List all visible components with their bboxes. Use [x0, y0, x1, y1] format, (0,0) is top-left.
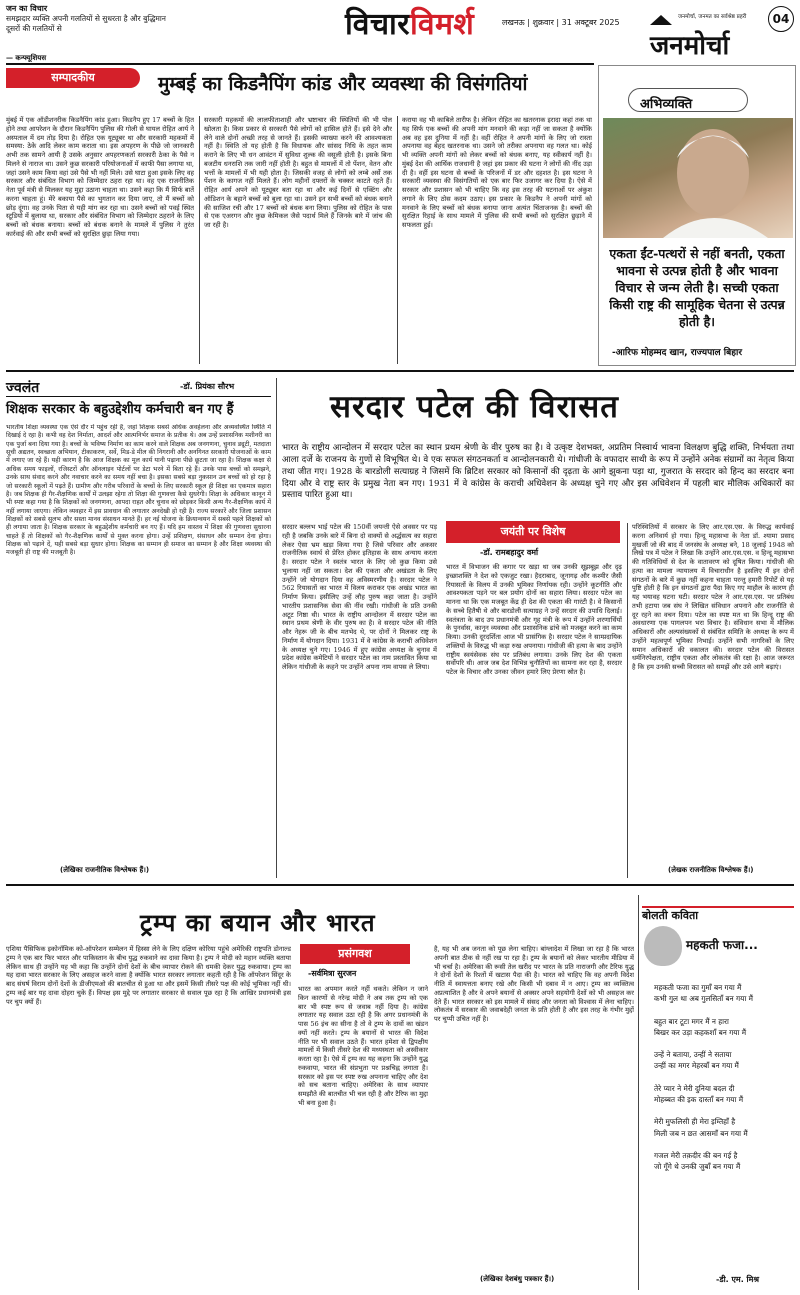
- editorial-column-2: सरकारी महकमों की लालफीताशाही और भ्रष्टाचार की स्थितियों की भी पोल खोलता है। किस प्रकार से सरकारी पैसे लोगों को हासिल होते हैं। इसे देने और लेने वाले दोनों अच्छी तरह से जानते हैं। इसकी व्याख्या करने की आवश्यकता नहीं है। स्थिति तो यह होती है कि विधायक और सांसद निधि के तहत काम कराने के लिए भी धन आवंटन में सुविधा शुल्क की वसूली होती है। इसके बिना बजटीय धनराशि तक जारी नहीं होती है। बहुत से मामलों में तो पेंशन, वेतन और भत्तों के मामलों में भी यही होता है। जिसकी वजह से लोगों को लम्बे अर्से तक पेंशन के कागज नहीं मिलते हैं। लोग महीनों दफ्तरों के चक्कर काटते रहते हैं। रोहित आर्य अपने को यूट्यूबर बता रहा था और कई दिनों से एक्टिंग और ऑडिशन के बहाने बच्चों को बुला रहा था। उसने इन सभी बच्चों को बंधक बनाने की साजिश रची और 17 बच्चों को बंधक बना लिया। पुलिस को रोहित के पास से एक एअरगन और कुछ केमिकल जैसे पदार्थ मिले हैं जिनके बारे में जांच की जा रही है।: [204, 116, 392, 230]
- poem-line: मोहब्बत की इक दास्ताँ बन गया मैं: [654, 1095, 744, 1105]
- editorial-headline: मुम्बई का किडनैपिंग कांड और व्यवस्था की विसंगतियां: [158, 73, 528, 95]
- column-rule: [199, 116, 200, 364]
- masthead: [0, 0, 800, 72]
- poem-lines: [654, 982, 796, 1173]
- paper-subtitle: जनमोर्चा, जनमत का सर्वश्रेष्ठ प्रहरी: [678, 14, 747, 20]
- divider: [6, 370, 794, 372]
- tagline-author: — कन्फ्यूशियस: [6, 53, 47, 62]
- poem-section-label: बोलती कविता: [642, 906, 794, 924]
- jwalant-headline: शिक्षक सरकार के बहुउद्देशीय कर्मचारी बन गए हैं: [6, 402, 234, 417]
- poem-line: [654, 1038, 796, 1049]
- sardar-patel-lede: भारत के राष्ट्रीय आन्दोलन में सरदार पटेल का स्थान प्रथम श्रेणी के वीर पुरुष का है। वे उत्कृष्ट देशभक्त, अप्रतिम निस्वार्थ भावना विलक्षण बुद्धि शक्ति, निर्भयता तथा आला दर्जे के राजनय के गुणों से विभूषित थे। वे एक सफल संगठनकर्ता व आन्दोलनकारी थे। गांधीजी के वफादार साथी के रूप में उन्होंने अनेक संग्रामों का नेतृत्व किया तथा जीत गए। 1928 के बारडोली सत्याग्रह ने जिसमें कि ब्रिटिश सरकार को किसानों की दृढ़ता के आगे झुकना पड़ा था, गुजरात के सरदार को हिन्द का सरदार बना दिया और वे राष्ट्र स्तर के प्रमुख नेता बन गए। 1931 में वे कांग्रेस के कराची अधिवेशन के अध्यक्ष चुने गए और इस अधिवेशन में पहली बार मौलिक अधिकारों का प्रस्ताव पारित हुआ था।: [282, 443, 794, 501]
- poem-line: [654, 1005, 796, 1016]
- poem-line: [654, 1072, 796, 1083]
- sardar-patel-credit: (लेखक राजनीतिक विश्लेषक हैं।): [668, 866, 754, 874]
- sardar-patel-column-1: सरदार बल्लभ भाई पटेल की 150वीं जयन्ती ऐसे अवसर पर पड़ रही है जबकि उनके बारे में बिना दो वाक्यों से अर्द्धसत्य का सहारा लेकर ऐसा भ्रम खड़ा किया गया है जिसे परिवार और अकसर राजनीतिक स्वार्थ से प्रेरित होकर इतिहास के साथ अन्याय करता है। सरदार पटेल ने स्वतंत्र भारत के लिए जो कुछ किया उसे भुलाया नहीं जा सकता। देश की एकता और अखंडता के लिए उन्होंने जो योगदान दिया वह अविस्मरणीय है। सरदार पटेल ने 562 रियासतों का भारत में विलय कराकर एक अखंड भारत का निर्माण किया। इसीलिए उन्हें लौह पुरुष कहा जाता है। उन्होंने भारतीय प्रशासनिक सेवा की नींव रखी। गांधीजी के प्रति उनकी अटूट निष्ठा थी। भारत के राष्ट्रीय आन्दोलन में सरदार पटेल का स्थान प्रथम श्रेणी के वीर पुरुष का है। वे सरदार पटेल की नीति और नेहरू जी के बीच मतभेद थे, पर दोनों ने मिलकर राष्ट्र के निर्माण में योगदान दिया। 1931 में वे कांग्रेस के कराची अधिवेशन के अध्यक्ष चुने गए। 1946 में हुए कांग्रेस अध्यक्ष के चुनाव में प्रदेश कांग्रेस कमेटियों ने सरदार पटेल का नाम प्रस्तावित किया था लेकिन गांधीजी के कहने पर उन्होंने अपना नाम वापस ले लिया।: [282, 523, 437, 672]
- trump-column-2: भारत का अपमान करते नहीं थकते। लेकिन न जाने किन कारणों से नरेन्द्र मोदी ने अब तक ट्रम्प को एक बार भी स्पष्ट रूप से जवाब नहीं दिया है। कांग्रेस लगातार यह सवाल उठा रही है कि अगर प्रधानमंत्री के पास 56 इंच का सीना है तो वे ट्रम्प के दावों का खंडन क्यों नहीं करते। ट्रम्प के बयानों से भारत की विदेश नीति पर भी सवाल उठते हैं। भारत हमेशा से द्विपक्षीय मामलों में किसी तीसरे देश की मध्यस्थता को अस्वीकार करता रहा है। ऐसे में ट्रम्प का यह कहना कि उन्होंने युद्ध रुकवाया, भारत की संप्रभुता पर प्रश्नचिह्न लगाता है। सरकार को इस पर स्पष्ट रुख अपनाना चाहिए और देश को सच बताना चाहिए। अमेरिका के साथ व्यापार समझौते की बातचीत भी चल रही है और टैरिफ का मुद्दा भी बना हुआ है।: [298, 985, 428, 1107]
- trump-column-1: एशिया पैसिफिक इकोनॉमिक को-ऑपरेशन सम्मेलन में हिस्सा लेने के लिए दक्षिण कोरिया पहुंचे अमेरिकी राष्ट्रपति डोनाल्ड ट्रम्प ने एक बार फिर भारत और पाकिस्तान के बीच युद्ध रुकवाने का दावा किया है। ट्रम्प ने मोदी को महान व्यक्ति बताया लेकिन साथ ही उन्होंने यह भी कहा कि उन्होंने दोनों देशों के बीच व्यापार रोकने की धमकी देकर युद्ध रुकवाया। ट्रम्प का यह दावा भारत सरकार के लिए असहज करने वाला है क्योंकि भारत सरकार लगातार कहती रही है कि ऑपरेशन सिंदूर के बाद संघर्ष विराम दोनों देशों के डीजीएमओ की बातचीत से हुआ था और इसमें किसी तीसरे पक्ष की कोई भूमिका नहीं थी। ट्रम्प कई बार यह दावा दोहरा चुके हैं। विपक्ष इस मुद्दे पर लगातार सरकार से सवाल पूछ रहा है कि आखिर प्रधानमंत्री इस पर चुप क्यों हैं।: [6, 945, 291, 1006]
- poem-line: [654, 1139, 796, 1150]
- column-rule: [627, 523, 628, 878]
- trump-column-3: है, यह भी अब जनता को पूछ लेना चाहिए। बांग्लादेश में लिखा जा रहा है कि भारत अपनी बात ठीक से नहीं रख पा रहा है। ट्रम्प के बयानों को लेकर भारतीय मीडिया में भी चर्चा है। अमेरिका की रूसी तेल खरीद पर भारत के प्रति नाराजगी और टैरिफ युद्ध ने दोनों देशों के रिश्तों में खटास पैदा की है। भारत को चाहिए कि वह अपनी विदेश नीति में स्वायत्तता बनाए रखे और किसी भी दबाव में न आए। ट्रम्प का व्यक्तित्व अप्रत्याशित है और वे अपने बयानों से अक्सर अपने सहयोगी देशों को भी असहज कर देते हैं। भारत सरकार को इस मामले में संसद और जनता को विश्वास में लेना चाहिए। लोकतंत्र में सरकार की जवाबदेही जनता के प्रति होती है और इस तरह के गंभीर मुद्दों पर चुप्पी उचित नहीं है।: [434, 945, 634, 1024]
- divider: [6, 396, 271, 397]
- section-kicker: जन का विचार: [6, 4, 48, 13]
- trump-headline: ट्रम्प का बयान और भारत: [140, 909, 376, 937]
- editorial-label: सम्पादकीय: [6, 68, 140, 88]
- jwalant-author: -डॉ. प्रियंका सौरभ: [180, 382, 235, 391]
- sardar-patel-headline: सरदार पटेल की विरासत: [330, 389, 619, 425]
- poem-line: जो गूँगे थे उनकी जुबाँ बन गया मैं: [654, 1162, 741, 1172]
- poem-title: महकती फजा...: [686, 938, 758, 952]
- paper-name: जनमोर्चा: [650, 31, 730, 61]
- column-rule: [397, 116, 398, 364]
- poem-line: बहुत बार टूटा मगर मैं न हारा: [654, 1016, 729, 1026]
- author-photo: [603, 118, 793, 238]
- prasangvash-label: प्रसंगवश: [300, 944, 410, 964]
- poem-line: मिली जब न छत आसमाँ बन गया मैं: [654, 1128, 748, 1138]
- abhivyakti-quote: एकता ईंट-पत्थरों से नहीं बनती, एकता भावना से उत्पन्न होती है और भावना विचार से जन्म लेती है। सच्ची एकता किसी राष्ट्र की सामूहिक चेतना से उत्पन्न होती है।: [609, 246, 785, 329]
- sardar-patel-column-2: भारत में विभाजन की कगार पर खड़ा था जब उनकी सूझबूझ और दृढ़ इच्छाशक्ति ने देश को एकजुट रखा। हैदराबाद, जूनागढ़ और कश्मीर जैसी रियासतों के विलय में उनकी भूमिका निर्णायक रही। उन्होंने कूटनीति और आवश्यकता पड़ने पर बल प्रयोग दोनों का सहारा लिया। सरदार पटेल का मानना था कि एक मजबूत केंद्र ही देश की एकता की गारंटी है। वे किसानों के सच्चे हितैषी थे और बारडोली सत्याग्रह ने उन्हें सरदार की उपाधि दिलाई। स्वतंत्रता के बाद उप प्रधानमंत्री और गृह मंत्री के रूप में उन्होंने शरणार्थियों के पुनर्वास, कानून व्यवस्था और प्रशासनिक ढांचे को मजबूत करने का काम किया। उनकी दूरदर्शिता आज भी प्रासंगिक है। सरदार पटेल ने साम्प्रदायिक शक्तियों के विरुद्ध भी कड़ा रुख अपनाया। गांधीजी की हत्या के बाद उन्होंने राष्ट्रीय स्वयंसेवक संघ पर प्रतिबंध लगाया। उनके लिए देश की एकता सर्वोपरि थी। आज जब देश विभिन्न चुनौतियों का सामना कर रहा है, सरदार पटेल के विचार और उनका जीवन हमारे लिए प्रेरणा स्रोत है।: [446, 563, 622, 677]
- poem-line: उन्हें ने बताया, उन्हीं ने सताया: [654, 1050, 732, 1060]
- poem-line: उन्हीं का मगर मेहरबाँ बन गया मैं: [654, 1061, 739, 1071]
- jwalant-credit: (लेखिका राजनीतिक विश्लेषक हैं।): [60, 866, 150, 874]
- column-rule: [276, 378, 277, 878]
- divider: [6, 63, 594, 65]
- column-rule: [638, 895, 639, 1290]
- title-part-vimarsh: विमर्श: [410, 7, 475, 42]
- abhivyakti-title: अभिव्यक्ति: [640, 97, 693, 112]
- page-date: लखनऊ | शुक्रवार | 31 अक्टूबर 2025: [502, 18, 620, 27]
- poem-line: बिखर कर उड़ा कहकशाँ बन गया मैं: [654, 1027, 747, 1037]
- poem-line: [654, 1105, 796, 1116]
- trump-author: -सर्वमित्रा सुरजन: [308, 969, 357, 978]
- poem-line: तेरे प्यार ने मेरी दुनिया बदल दी: [654, 1083, 735, 1093]
- title-part-vichar: विचार: [345, 7, 411, 42]
- poem-line: मेरी मुफलिसी ही मेरा इम्तिहाँ है: [654, 1117, 736, 1127]
- jwalant-body: भारतीय शिक्षा व्यवस्था एक ऐसे दौर में पहुंच रही है, जहां शिक्षक सबसे अधिक अवहेलना और अव्यवस्थित स्थिति में दिखाई दे रहा है। कभी वह देश निर्माता, आदर्श और आत्मनिर्भर समाज के प्रतीक थे। अब उन्हें प्रशासनिक मशीनरी का एक पुर्जा बना दिया गया है। बच्चों के भविष्य निर्माण का काम करने वाले शिक्षक अब जनगणना, चुनाव ड्यूटी, मतदाता सूची अद्यतन, स्वच्छता अभियान, टीकाकरण, सर्वे, मिड-डे मील की निगरानी और अनगिनत सरकारी योजनाओं के काम में लगाए जा रहे हैं। यही कारण है कि आज शिक्षक का मूल कार्य यानी पढ़ाना पीछे छूटता जा रहा है। शिक्षक कक्षा से अधिक समय फाइलों, रजिस्टरों और ऑनलाइन पोर्टलों पर डेटा भरने में बिता रहे हैं। उनके पास बच्चों को समझने, उनके साथ संवाद करने और नवाचार करने का समय नहीं बचा है। इसका सबसे बड़ा नुकसान उन बच्चों को हो रहा है जो सरकारी स्कूलों में पढ़ते हैं। ग्रामीण और गरीब परिवारों के बच्चों के लिए सरकारी स्कूल ही शिक्षा का एकमात्र सहारा है। जब शिक्षक ही गैर-शैक्षणिक कार्यों में उलझा रहेगा तो शिक्षा की गुणवत्ता कैसे सुधरेगी। शिक्षा के अधिकार कानून में भी स्पष्ट कहा गया है कि शिक्षकों को जनगणना, आपदा राहत और चुनाव को छोड़कर किसी अन्य गैर-शैक्षणिक कार्य में नहीं लगाया जाएगा। लेकिन व्यवहार में इस प्रावधान की लगातार अनदेखी हो रही है। राज्य सरकारें और जिला प्रशासन शिक्षकों को सबसे सुलभ और सस्ता मानव संसाधन मानते हैं। हर नई योजना के क्रियान्वयन में सबसे पहले शिक्षकों को ही लगाया जाता है। शिक्षक सरकार के बहुउद्देशीय कर्मचारी बन गए हैं। यदि हम वास्तव में शिक्षा की गुणवत्ता सुधारना चाहते हैं तो शिक्षकों को गैर-शैक्षणिक कार्यों से मुक्त करना होगा। उन्हें प्रशिक्षण, संसाधन और सम्मान देना होगा। शिक्षक को पढ़ाने दें, यही सबसे बड़ा सुधार होगा। शिक्षक का सम्मान ही समाज का सम्मान है और शिक्षा व्यवस्था की मजबूती ही राष्ट्र की मजबूती है।: [6, 424, 271, 557]
- trump-credit: (लेखिका देशबंधु पत्रकार हैं।): [480, 1275, 555, 1283]
- abhivyakti-author: -आरिफ मोहम्मद खान, राज्यपाल बिहार: [612, 348, 743, 358]
- jayanti-label: जयंती पर विशेष: [446, 521, 620, 543]
- page-title: [345, 2, 474, 43]
- jwalant-label: ज्वलंत: [6, 380, 40, 396]
- logo-icon: [648, 12, 674, 26]
- page-number: 04: [768, 6, 794, 32]
- jayanti-author: -डॉ. रामबहादुर वर्मा: [480, 548, 539, 557]
- poem-line: गजल मेरी तक़दीर की बन गई है: [654, 1150, 738, 1160]
- poem-line: कभी गुल था अब गुलसिताँ बन गया मैं: [654, 994, 753, 1004]
- poet-photo: [644, 926, 682, 966]
- divider: [6, 884, 794, 886]
- poem-author: -डी. एम. मिश्र: [716, 1275, 760, 1284]
- editorial-column-3: कराया वह भी काबिले तारीफ है। लेकिन रोहित का खतरनाक इरादा कहां तक था यह सिर्फ एक बच्चों की अपनी मांग मनवाने की कड़ा नहीं जा सकता है क्योंकि अब वह इस दुनिया में नहीं है। वहीं रोहित ने अपनी मांगों के लिए जो रास्ता अपनाया वह बेहद खतरनाक था। उसने जो तरीका अपनाया वह गलत था। कोई भी व्यक्ति अपनी मांगों को लेकर बच्चों को बंधक बनाए, यह स्वीकार्य नहीं है। मुंबई देश की आर्थिक राजधानी है जहां इस प्रकार की घटना ने लोगों की नींद उड़ा दी है। वहीं इस घटना से बच्चों के परिजनों में डर और दहशत है। इस घटना ने सरकारी व्यवस्था की विसंगतियों को एक बार फिर उजागर कर दिया है। ऐसे में सरकार और प्रशासन को भी चाहिए कि वह इस तरह की घटनाओं पर अंकुश लगाने के लिए ठोस कदम उठाए। इस प्रकार के किडनैप ने अपनी मांगों को मनवाने के लिए बच्चों को बंधक बनाया जाना अत्यंत चिंताजनक है। बच्चों की सुरक्षित रिहाई के साथ मामले में पुलिस की सभी बच्चों को सुरक्षित छुड़ाने में सफलता हुई।: [402, 116, 592, 230]
- masthead-tagline: समझदार व्यक्ति अपनी गलतियों से सुधरता है और बुद्धिमान दूसरों की गलतियों से: [6, 14, 166, 33]
- poem-line: महकती फजा का गुमाँ बन गया मैं: [654, 983, 742, 992]
- editorial-column-1: मुंबई में एक ऑडीशनरीक किडनैपिंग कांड हुआ। किडनैप हुए 17 बच्चों के हित होने तथा आपरेशन के दौरान किडनैपिंग पुलिस की गोली से घायल रोहित आर्य ने अस्पताल में दम तोड़ दिया है। रोहित एक यूट्यूबर था और सरकारी महकमों में समस्या: ठेके आदि लेकर काम कराता था। इस अपहरण के पीछे जो जानकारी अभी तक सामने आयी है उसके अनुसार अपहरणकर्ता सरकारी ठेका के पैसे न मिलने से नाराज था। उसने कुछ सरकारी परियोजनाओं में काफी पैसा लगाया था, जहां उसने काम किया वहां उसे पैसे भी नहीं मिले। उसे घाटा हुआ इसके लिए वह सरकार और संबंधित विभाग को जिम्मेदार ठहरा रहा था। वह एक राजनीतिक नेता पूर्व मंत्री से मिलकर यह मुद्दा उठाना चाहता था। उसने कहा कि मैं सिर्फ बातें करना चाहता हूं। मेरे बकाया पैसे का भुगतान कर दिया जाए, तो मैं बच्चों को छोड़ दूंगा। वह उनके पिता से यही मांग कर रहा था। उसने बच्चों को पवई स्थित स्टूडियो में बुलाया था, सरकार और संबंधित विभाग को जिम्मेदार ठहराने के लिए बच्चों को बंधक बनाया। बच्चों को बंधक बनाने के मामले में पुलिस ने तुरंत कार्रवाई की और सभी बच्चों को सुरक्षित छुड़ा लिया गया।: [6, 116, 194, 238]
- sardar-patel-column-3: परिस्थितियों में सरकार के लिए आर.एस.एस. के विरुद्ध कार्यवाई करना अनिवार्य हो गया। हिन्दू महासभा के नेता डॉ. श्यामा प्रसाद मुखर्जी जो की बाद में जनसंघ के अध्यक्ष बने, 18 जुलाई 1948 को लिखे पत्र में पटेल ने लिखा कि उन्होंने आर.एस.एस. व हिन्दू महासभा की गतिविधियों से देश के वातावरण को दूषित किया। गांधीजी की हत्या का मामला न्यायालय में विचाराधीन है इसलिए मैं इन दोनों संगठनों के बारे में कुछ नहीं कहना चाहता परन्तु हमारी रिपोर्टें से यह पुष्टि होती है कि इन संगठनों द्वारा पैदा किए गए माहौल के कारण ही यह भयावह घटना घटी। सरदार पटेल ने आर.एस.एस. पर प्रतिबंध तभी हटाया जब संघ ने लिखित संविधान अपनाने और राजनीति से दूर रहने का वचन दिया। पटेल का स्पष्ट मत था कि हिन्दू राष्ट्र की अवधारणा एक पागलपन भरा विचार है। संविधान सभा में मौलिक अधिकारों और अल्पसंख्यकों से संबंधित समिति के अध्यक्ष के रूप में उन्होंने महत्वपूर्ण भूमिका निभाई। उन्होंने सभी नागरिकों के लिए समान अधिकारों की वकालत की। सरदार पटेल की विरासत धर्मनिरपेक्षता, राष्ट्रीय एकता और लोकतंत्र की रक्षा है। आज जरूरत है कि हम उनकी सच्ची विरासत को समझें और उसे आगे बढ़ाएं।: [632, 523, 794, 672]
